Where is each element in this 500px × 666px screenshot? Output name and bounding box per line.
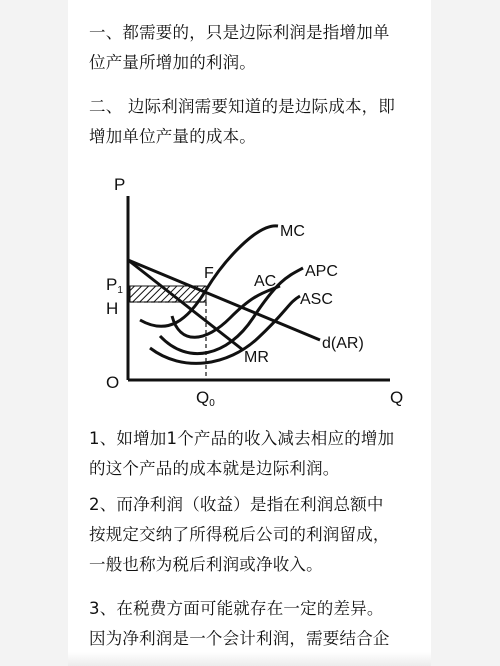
paragraph-2 <box>89 92 419 152</box>
h-label: H <box>106 299 119 318</box>
paragraph-3-line-2: 的这个产品的成本就是边际利润。 <box>89 459 340 478</box>
paragraph-1 <box>89 18 419 78</box>
paragraph-5-line-1: 3、在税费方面可能就存在一定的差异。 <box>89 599 384 618</box>
paragraph-1-line-2: 位产量所增加的利润。 <box>89 53 256 72</box>
paragraph-4-line-2: 按规定交纳了所得税后公司的利润留成， <box>89 525 390 544</box>
paragraph-5-line-2: 因为净利润是一个会计利润，需要结合企 <box>89 629 390 648</box>
y-axis-label: P <box>114 175 126 194</box>
asc-label: ASC <box>300 291 333 308</box>
paragraph-4-line-3: 一般也称为税后利润或净收入。 <box>89 555 323 574</box>
f-label: F <box>204 265 214 282</box>
paragraph-3-line-1: 1、如增加1个产品的收入减去相应的增加 <box>89 429 395 448</box>
origin-label: O <box>106 373 120 392</box>
economics-figure <box>68 168 431 418</box>
paragraph-4 <box>89 490 419 580</box>
asc-curve <box>150 296 300 363</box>
paragraph-5 <box>89 594 419 654</box>
x-axis-label: Q <box>390 388 404 407</box>
mc-label: MC <box>280 223 305 240</box>
paragraph-4-line-1: 2、而净利润（收益）是指在利润总额中 <box>89 495 384 514</box>
q0-label: Q0 <box>196 388 215 409</box>
dar-label: d(AR) <box>322 335 364 352</box>
ac-label: AC <box>254 273 277 290</box>
paragraph-1-line-1: 一、都需要的，只是边际利润是指增加单 <box>89 23 390 42</box>
paragraph-3 <box>89 424 419 484</box>
apc-label: APC <box>305 263 338 280</box>
cost-curve-diagram <box>68 168 431 418</box>
paragraph-2-line-1: 二、 边际利润需要知道的是边际成本，即 <box>89 97 396 116</box>
mr-label: MR <box>244 349 269 366</box>
p1-label: P1 <box>106 275 123 296</box>
bottom-fade <box>68 652 431 666</box>
paragraph-2-line-2: 增加单位产量的成本。 <box>89 127 256 146</box>
article-card <box>68 0 431 666</box>
